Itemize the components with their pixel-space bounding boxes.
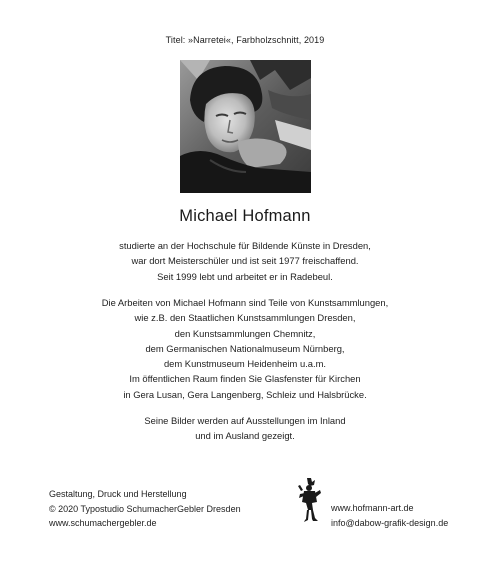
- portrait-image: [180, 60, 311, 193]
- credits-line: Gestaltung, Druck und Herstellung: [49, 489, 187, 499]
- bio-line: und im Ausland gezeigt.: [195, 430, 295, 442]
- bio-line: war dort Meisterschüler und ist seit 1977 freischaffend.: [131, 255, 359, 267]
- bio-line: wie z.B. den Staatlichen Kunstsammlungen Dresden,: [134, 312, 356, 324]
- bio-paragraph-3: [0, 413, 490, 444]
- publisher-website-link[interactable]: www.schumachergebler.de: [49, 518, 157, 528]
- artist-website-link[interactable]: www.hofmann-art.de: [331, 503, 414, 513]
- bio-line: Seit 1999 lebt und arbeitet er in Radebeul.: [157, 270, 333, 282]
- bio-paragraph-1: [0, 238, 490, 284]
- bio-line: Seine Bilder werden auf Ausstellungen im Inland: [144, 415, 346, 426]
- publisher-credits: [49, 487, 241, 531]
- contact-email-link[interactable]: info@dabow-grafik-design.de: [331, 517, 449, 528]
- bio-line: dem Kunstmuseum Heidenheim u.a.m.: [163, 358, 327, 370]
- bio-paragraph-2: [0, 295, 490, 402]
- bio-line: Im öffentlichen Raum finden Sie Glasfenster für Kirchen: [129, 373, 361, 385]
- artwork-caption: Titel: »Narretei«, Farbholzschnitt, 2019: [165, 35, 325, 45]
- bio-line: dem Germanischen Nationalmuseum Nürnberg,: [145, 342, 345, 354]
- bio-line: in Gera Lusan, Gera Langenberg, Schleiz und Halsbrücke.: [123, 388, 367, 400]
- jester-figure-logo-icon: [296, 476, 322, 524]
- bio-line: studierte an der Hochschule für Bildende Künste in Dresden,: [119, 240, 371, 251]
- bio-line: Die Arbeiten von Michael Hofmann sind Teile von Kunstsammlungen,: [101, 297, 389, 308]
- bio-line: den Kunstsammlungen Chemnitz,: [174, 327, 316, 339]
- artist-portrait-photo: [180, 60, 311, 193]
- artist-name: Michael Hofmann: [179, 207, 311, 225]
- contact-links: [331, 501, 448, 530]
- credits-line: © 2020 Typostudio SchumacherGebler Dresden: [49, 503, 241, 514]
